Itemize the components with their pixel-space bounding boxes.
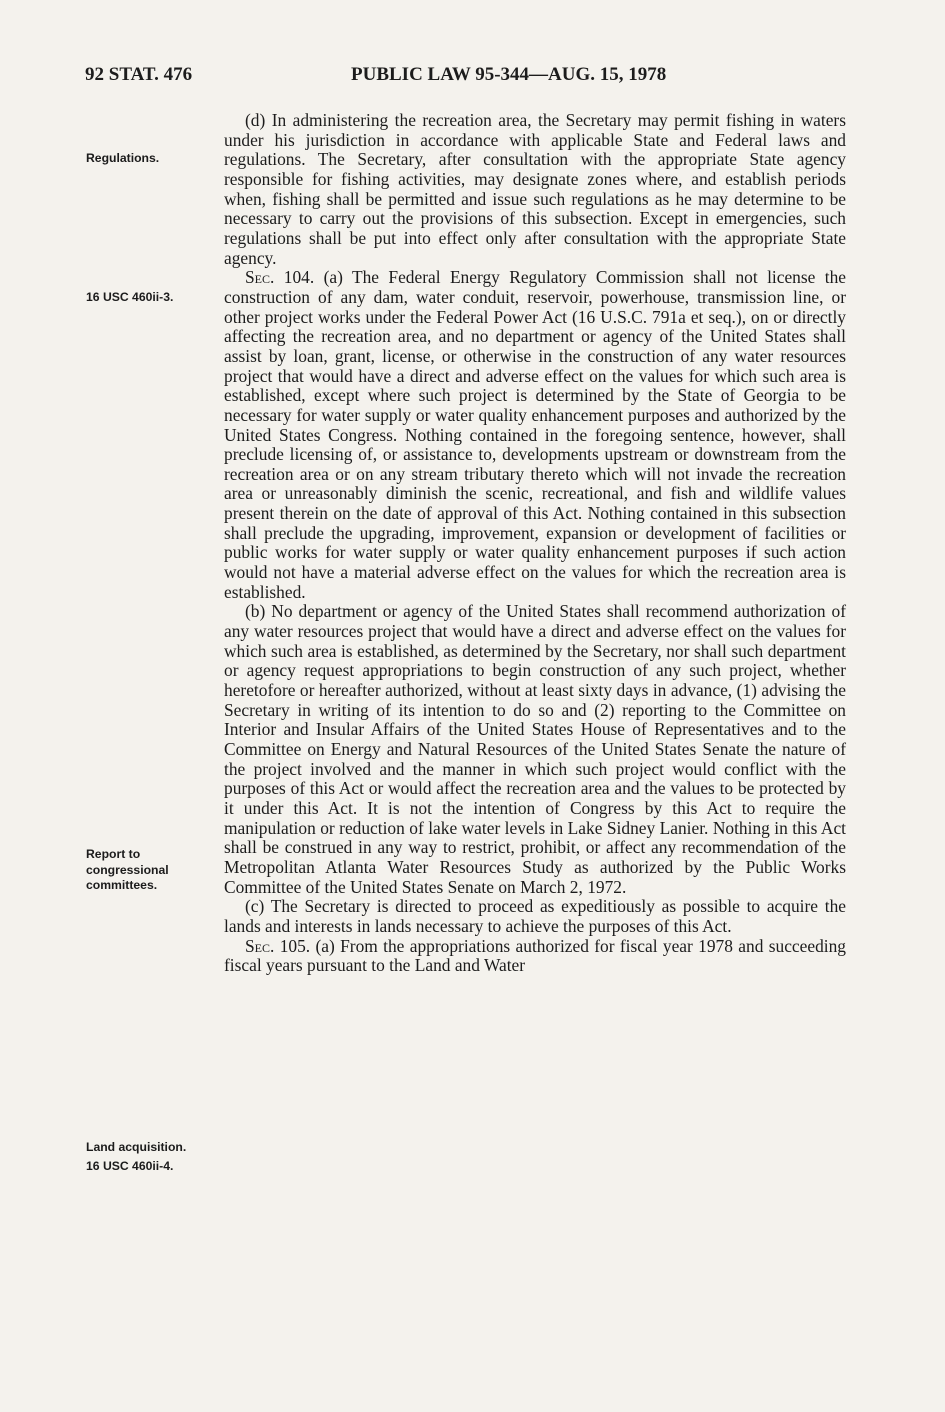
margin-note-land-acquisition: Land acquisition.	[86, 1140, 187, 1154]
law-title: PUBLIC LAW 95-344—AUG. 15, 1978	[351, 64, 667, 85]
margin-note-report-line-2: congressional	[86, 862, 169, 877]
section-105-label: Sec. 105.	[245, 935, 311, 956]
section-104	[224, 268, 846, 602]
statute-body	[224, 111, 846, 976]
paragraph-b: (b) No department or agency of the United States shall recommend authorization of any water resources project that would have a direct and adverse effect on the values for which such area is established, as determined by the Secretary, nor shall such department or agency request appropriations to begin construction of any such project, whether heretofore or hereafter authorized, without at least sixty days in advance, (1) advising the Secretary in writing of its intention to do so and (2) reporting to the Committee on Interior and Insular Affairs of the United States House of Representatives and to the Committee on Energy and Natural Resources of the United States Senate the nature of the project involved and the manner in which such project would conflict with the purposes of this Act or would affect the recreation area and the values to be protected by it under this Act. It is not the intention of Congress by this Act to require the manipulation or reduction of lake water levels in Lake Sidney Lanier. Nothing in this Act shall be construed in any way to restrict, prohibit, or affect any recommendation of the Metropolitan Atlanta Water Resources Study as authorized by the Public Works Committee of the United States Senate on March 2, 1972.	[224, 601, 846, 897]
margin-note-usc-460ii-4: 16 USC 460ii-4.	[86, 1159, 174, 1173]
section-104-label: Sec. 104.	[245, 267, 315, 288]
margin-note-usc-460ii-3: 16 USC 460ii-3.	[86, 290, 174, 304]
margin-note-report	[86, 847, 218, 894]
paragraph-d: (d) In administering the recreation area, the Secretary may permit fishing in waters under his jurisdiction in accordance with applicable State and Federal laws and regulations. The Secretary, after consultation with the appropriate State agency responsible for fishing activities, may designate zones where, and establish periods when, fishing shall be permitted and issue such regulations as he may determine to be necessary to carry out the provisions of this subsection. Except in emergencies, such regulations shall be put into effect only after consultation with the appropriate State agency.	[224, 110, 846, 268]
paragraph-c: (c) The Secretary is directed to proceed as expeditiously as possible to acquire the lands and interests in lands necessary to achieve the purposes of this Act.	[224, 896, 846, 936]
margin-note-regulations: Regulations.	[86, 151, 160, 165]
section-105-a-text: (a) From the appropriations authorized for fiscal year 1978 and succeeding fiscal years pursuant to the Land and Water	[224, 935, 846, 976]
margin-note-report-line-3: committees.	[86, 878, 158, 892]
section-105	[224, 937, 846, 976]
page-header	[85, 64, 865, 88]
margin-note-report-line-1: Report to	[86, 847, 141, 861]
stat-page-number: 92 STAT. 476	[85, 64, 193, 85]
section-104-a-text: (a) The Federal Energy Regulatory Commission shall not license the construction of any dam, water conduit, reservoir, powerhouse, transmission line, or other project works under the Federal Power Act (16 U.S.C. 791a et seq.), on or directly affecting the recreation area, and no department or agency of the United States shall assist by loan, grant, license, or otherwise in the construction of any water resources project that would have a direct and adverse effect on the values for which such area is established, except where such project is determined by the State of Georgia to be necessary for water supply or water quality enhancement purposes and authorized by the United States Congress. Nothing contained in the foregoing sentence, however, shall preclude licensing of, or assistance to, developments upstream or downstream from the recreation area or on any stream tributary thereto which will not invade the recreation area or unreasonably diminish the scenic, recreational, and fish and wildlife values present therein on the date of approval of this Act. Nothing contained in this subsection shall preclude the upgrading, improvement, expansion or development of facilities or public works for water supply or water quality enhancement purposes if such action would not have a material adverse effect on the values for which the recreation area is established.	[224, 267, 847, 602]
